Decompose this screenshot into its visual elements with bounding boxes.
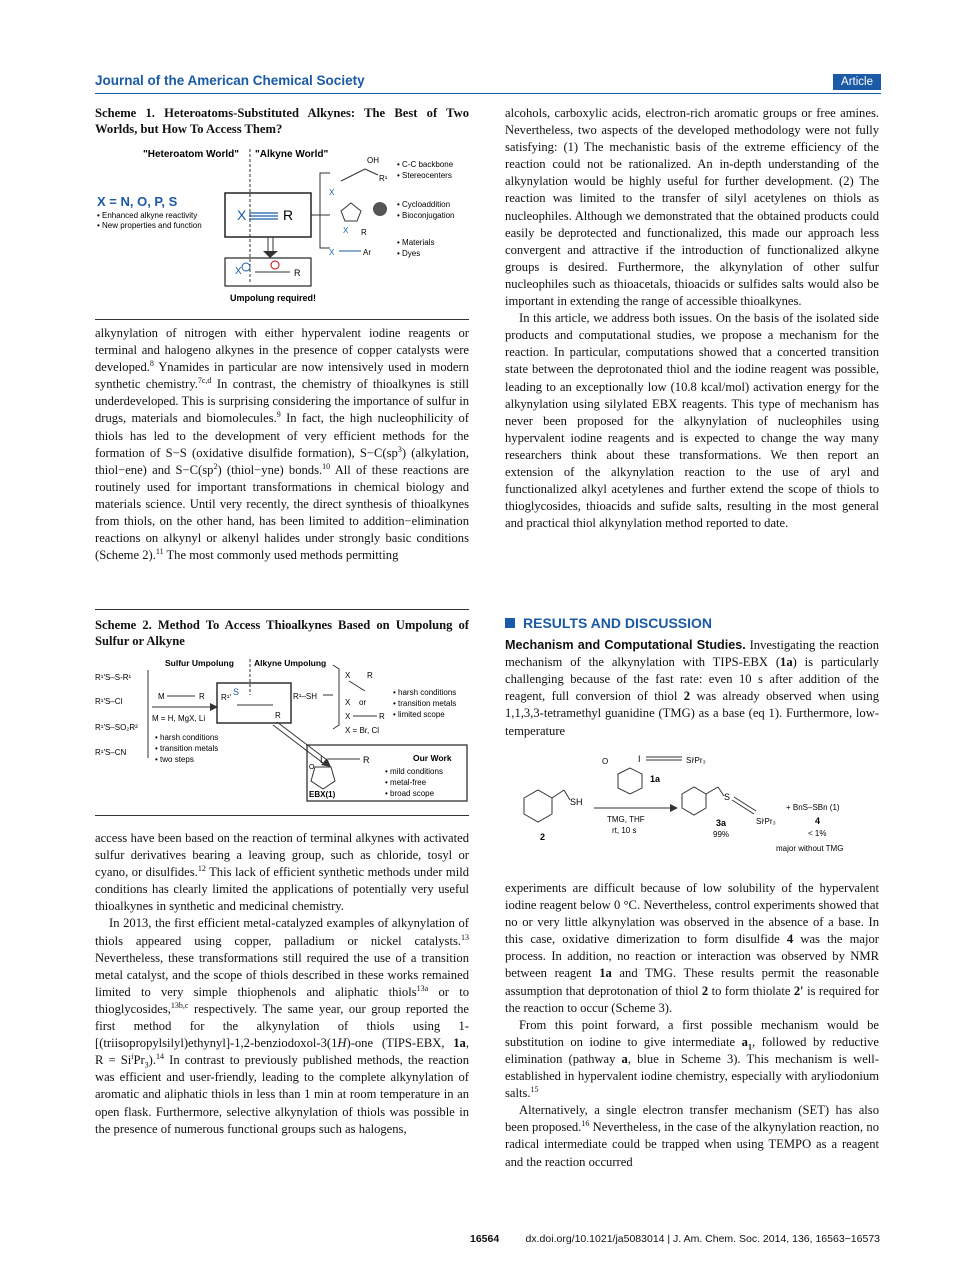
x-definition-2: X = Br, Cl [345,726,380,735]
major-without-tmg: major without TMG [776,844,844,853]
equation-1-figure [510,750,880,865]
svg-text:X: X [343,226,349,235]
svg-text:X: X [235,266,242,277]
ebx-label: EBX(1) [309,790,336,799]
sipr3-top: SiⁱPr₃ [686,756,706,765]
svg-text:R¹′S–CN: R¹′S–CN [95,748,127,757]
bullet-new-props: • New properties and function [97,221,202,230]
scheme1-figure [95,143,469,308]
our-work-bullet-2: • metal-free [385,778,427,787]
right-bullet-2: • transition metals [393,699,457,708]
header-rule [95,93,881,94]
left-body-2: access have been based on the reaction of terminal alkynes with activated sulfur derivatives bearing a leaving group, such as chloride, tosyl or cyano, or disulfides.$^{12}$ This lack of efficient synthetic methods under mild conditions has clearly limited the applications of potentially very useful thioalkynes in synthetic and medicinal chemistry. In 2013, the first efficient metal-catalyzed examples of alkynylation of thiols appeared using copper, palladium or nickel catalysts.$^{13}$ Nevertheless, these transformations still required the use of a transition metal catalyst, and the scope of thiols described in these works remained limited to very simple thiophenols and aliphatic thiols$^{13a}$ or to thioglycosides,$^{13b,c}$ respectively. The same year, our group reported the first method for the alkynylation of thiols using 1-[(triisopropylsilyl)ethynyl]-1,2-benziodoxol-3(1H)-one (TIPS-EBX, 1a, $R = Si^iPr_3).^{14}$ In contrast to previously published methods, the reaction was efficient and user-friendly, leading to the complete alkynylation of aromatic and aliphatic thiols in less than 1 min at room temperature in an open flask. Furthermore, selective alkynylation of thiols was possible in the presence of numerous functional groups such as halogens, [95,831,469,1136]
sipr3-product: SiⁱPr₃ [756,817,776,826]
svg-text:I: I [320,755,323,765]
svg-text:R: R [294,268,301,278]
scheme2-figure [95,655,469,805]
svg-text:M: M [158,692,165,701]
or-label: or [359,698,367,707]
svg-text:O: O [309,764,315,771]
scheme2-bottom-rule [95,815,469,816]
our-work-label: Our Work [413,753,452,763]
svg-text:X: X [345,671,351,680]
svg-text:OH: OH [367,156,379,165]
right-bullet-3: • limited scope [393,710,445,719]
svg-text:R: R [379,712,385,721]
left-bullet-3: • two steps [155,755,194,764]
svg-text:R: R [283,207,294,223]
svg-text:R: R [367,671,373,680]
scheme2-top-rule [95,609,469,610]
scheme1-caption: Scheme 1. Heteroatoms-Substituted Alkynes: The Best of Two Worlds, but How To Access Them? [95,106,469,136]
svg-text:X: X [345,698,351,707]
section-heading: RESULTS AND DISCUSSION [505,615,879,632]
svg-text:S: S [233,687,240,697]
citation[interactable]: dx.doi.org/10.1021/ja5083014 | J. Am. Chem. Soc. 2014, 136, 16563−16573 [525,1233,880,1245]
svg-text:R: R [361,228,367,237]
compound-2: 2 [540,832,546,842]
left-body-1: alkynylation of nitrogen with either hypervalent iodine reagents or terminal and halogeno alkynes in the presence of copper catalysts were developed.$^8$ Ynamides in particular are now intensively used in modern synthetic chemistry.$^{7c,d}$ In contrast, the chemistry of thioalkynes is still underdeveloped. This is surprising considering the importance of sulfur in drugs, materials and biomolecules.$^9$ In fact, the high nucleophilicity of thiols has led to the development of very efficient methods for the formation of S−S (oxidative disulfide formation), $S-C(sp^3)$ (alkylation, thiol−ene) and $S-C(sp^2)$ (thiol−yne) bonds.$^{10}$ All of these reactions are routinely used for important transformations in chemical biology and materials science. Until very recently, the direct synthesis of thioalkynes from thiols, on the other hand, has been limited to addition−elimination reactions on alkynyl or alkenyl halides under strongly basic conditions (Scheme 2).$^{11}$ The most commonly used methods permitting [95,326,470,563]
scheme1-r1: • C-C backbone [397,160,454,169]
scheme1-rule [95,319,469,320]
bullet-enhanced: • Enhanced alkyne reactivity [97,211,198,220]
svg-text:Ar: Ar [363,248,371,257]
sulfur-umpolung-label: Sulfur Umpolung [165,658,234,668]
svg-text:R: R [275,711,281,720]
scheme2-caption: Scheme 2. Method To Access Thioalkynes Based on Umpolung of Sulfur or Alkyne [95,618,469,648]
scheme1-r4: • Bioconjugation [397,211,455,220]
right-bullet-1: • harsh conditions [393,688,457,697]
our-work-bullet-3: • broad scope [385,789,435,798]
scheme1-r6: • Dyes [397,249,421,258]
page-number: 16564 [470,1233,500,1245]
m-definition: M = H, MgX, Li [152,714,206,723]
sh-label: SH [570,797,583,807]
right-body-1: alcohols, carboxylic acids, electron-rich aromatic groups or free amines. Nevertheless, two aspects of the developed methodology were not fully satisfying: (1) The mechanistic basis of the extreme efficiency of the reaction could not be rationalized. An in-depth understanding of the alkynylation would be highly useful for further development. (2) The reaction was limited to the transfer of silyl acetylenes on thiols as nucleophiles. Although we demonstrated that the obtained products could easily be deprotected and functionalized, this made our approach less convergent and attractive if the introduction of functionalized alkyne groups is desired. Furthermore, the alkynylation of other sulfur nucleophiles such as thioacetals, thioacids or sulfides salts would also be important in extending the range of accessible thioalkynes. In this article, we address both issues. On the basis of the isolated side products and computational studies, we propose a mechanism for the reaction. In particular, computations showed that a concerted transition state between the deprotonated thiol and the iodine reagent was possible, leading to an exceptionally low (10.8 kcal/mol) activation energy for the alkynylation using silylated EBX reagents. This type of mechanism has never been proposed for the alkynylation of nucleophiles using hypervalent iodine reagents and is expected to change the way many researchers think about these transformations. We then report an extension of the alkynylation reaction to the use of aryl and functionalized alkyl acetylenes and further extend the scope of thiols to thioglycosides, thioacids and sufide salts, resulting in the most general and practical thiol alkynylation method reported to date. [505,106,879,531]
svg-text:X: X [237,207,247,223]
left-bullet-2: • transition metals [155,744,219,753]
svg-text:R¹: R¹ [379,174,388,183]
heteroatom-world-label: "Heteroatom World" [143,149,239,160]
svg-text:R¹′S–SO₂R²: R¹′S–SO₂R² [95,723,138,732]
yield-4: < 1% [808,829,827,838]
svg-text:R: R [363,755,370,765]
svg-text:R: R [199,692,205,701]
svg-text:R¹′S–S‑R¹: R¹′S–S‑R¹ [95,673,132,682]
scheme1-r5: • Materials [397,238,435,247]
condition-1: TMG, THF [607,815,645,824]
svg-text:X: X [329,188,335,197]
yield-3a: 99% [713,830,730,839]
scheme1-r3: • Cycloaddition [397,200,451,209]
article-type-tag: Article [833,74,881,90]
s-label: S [724,792,731,802]
page-header [95,73,881,93]
svg-text:X: X [345,712,351,721]
compound-3a: 3a [716,818,727,828]
left-bullet-1: • harsh conditions [155,733,219,742]
x-definition: X = N, O, P, S [97,194,178,209]
o-label: O [602,757,609,766]
compound-1a: 1a [650,774,661,784]
alkyne-world-label: "Alkyne World" [255,149,329,160]
svg-text:R¹–SH: R¹–SH [293,692,318,701]
svg-text:R¹′: R¹′ [221,693,231,702]
side-product: + BnS–SBn (1) [786,803,840,812]
compound-4: 4 [815,816,821,826]
alkyne-umpolung-label: Alkyne Umpolung [254,658,327,668]
umpolung-required: Umpolung required! [230,293,316,303]
results-section: RESULTS AND DISCUSSION Mechanism and Computational Studies. Investigating the reaction mechanism of the alkynylation with TIPS-EBX (1a) is particularly challenging because of the fast rate: even 10 s after addition of the reagent, full conversion of thiol 2 was already observed when using 1,1,3,3-tetramethyl guanidine (TMG) as a base (eq 1). Furthermore, low-temperature [505,615,879,738]
our-work-bullet-1: • mild conditions [385,767,443,776]
svg-text:X: X [329,248,335,257]
right-body-2: experiments are difficult because of low solubility of the hypervalent iodine reagent below 0 °C. Nevertheless, control experiments showed that no or very little alkynylation was observed in the absence of a base. In this case, oxidative dimerization to form disulfide 4 was the major process. In addition, no reaction or interaction was observed by NMR between reagent 1a and TMG. These results permit the reasonable assumption that deprotonation of thiol 2 to form thiolate 2′ is required for the reaction to occur (Scheme 3). From this point forward, a first possible mechanism would be substitution on iodine to give intermediate $a_1$, followed by reductive elimination (pathway a, blue in Scheme 3). This mechanism is well-established in hypervalent iodine chemistry, especially with aryliodonium salts.$^{15}$ Alternatively, a single electron transfer mechanism (SET) has also been proposed.$^{16}$ Nevertheless, in the case of the alkynylation reaction, no radical intermediate could be trapped when using TEMPO as a reagent and the reaction occurred [505,881,879,1169]
svg-text:R¹′S–Cl: R¹′S–Cl [95,697,123,706]
scheme1-r2: • Stereocenters [397,171,452,180]
journal-title[interactable]: Journal of the American Chemical Society [95,73,365,88]
i-label: I [638,754,641,764]
condition-2: rt, 10 s [612,826,637,835]
